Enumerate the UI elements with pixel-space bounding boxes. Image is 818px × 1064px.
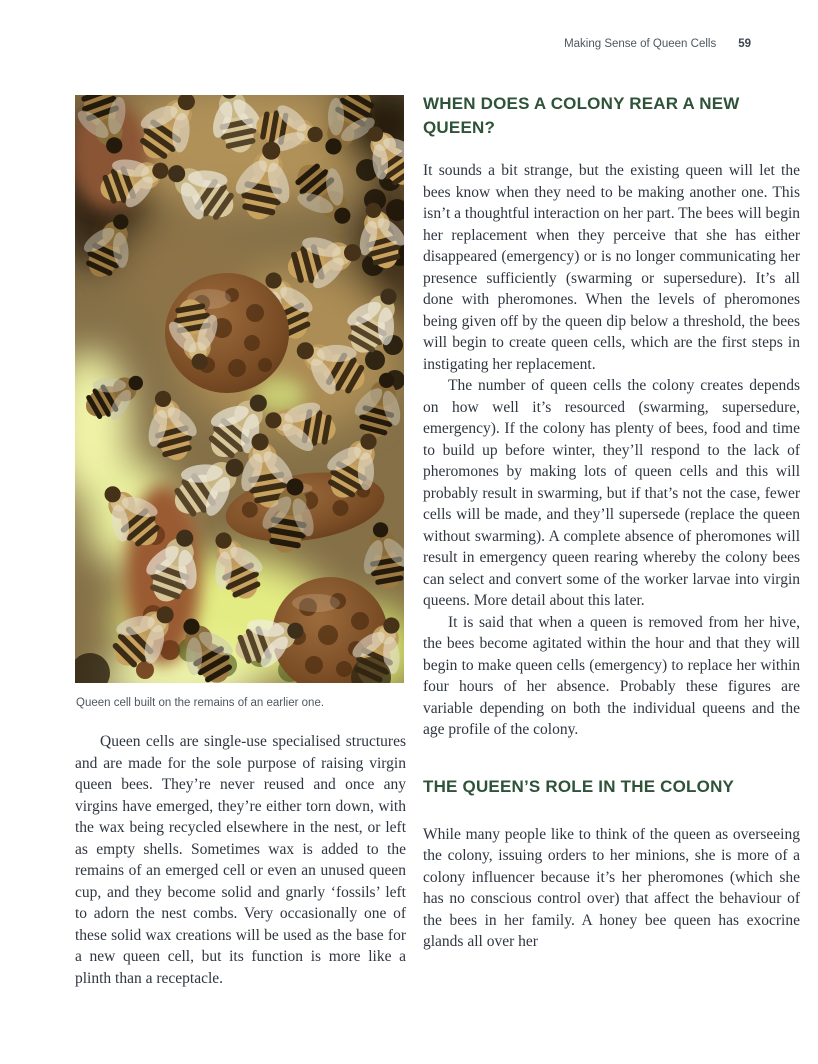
page-number: 59	[738, 38, 751, 50]
body-paragraph: It sounds a bit strange, but the existing queen will let the bees know when they need to be making another one. This isn’t a thoughtful interaction on her part. The bees will begin her replacement when they perceive that she has either disappeared (emergency) or is no longer communicating her presence sufficiently (swarming or supersedure). It’s all done with pheromones. When the levels of pheromones being given off by the queen dip below a threshold, the bees will begin to create queen cells, which are the first steps in instigating her replacement.	[423, 162, 800, 373]
section-heading-queens-role: THE QUEEN’S ROLE IN THE COLONY	[423, 776, 735, 796]
running-header	[564, 38, 751, 50]
bee-colony-photo-art	[75, 95, 404, 683]
photo-caption: Queen cell built on the remains of an earlier one.	[76, 697, 325, 709]
section-heading-when-does-a-colony-rear: WHEN DOES A COLONY REAR A NEW QUEEN?	[423, 94, 740, 137]
body-paragraph: Queen cells are single-use specialised structures and are made for the sole purpose of raising virgin queen bees. They’re never reused and once any virgins have emerged, they’re either torn down, with the wax being recycled elsewhere in the nest, or left as empty shells. Sometimes wax is added to the remains of an emerged cell or even an unused queen cup, and they become solid and gnarly ‘fossils’ left to adorn the nest combs. Very occasionally one of these solid wax creations will be used as the base for a new queen cell, but its function is more like a plinth than a receptacle.	[75, 733, 406, 987]
running-title: Making Sense of Queen Cells	[564, 38, 717, 50]
body-paragraph: The number of queen cells the colony creates depends on how well it’s resourced (swarming, supersedure, emergency). If the colony has plenty of bees, food and time to build up before winter, they’ll respond to the lack of pheromones by making lots of queen cells and this will probably result in swarming, but if that’s not the case, fewer cells will be made, and they’ll supersede (replace the queen without swarming). A complete absence of pheromones will result in emergency queen rearing whereby the colony bees can select and convert some of the worker larvae into virgin queens. More detail about this later.	[423, 377, 800, 609]
body-paragraph: It is said that when a queen is removed from her hive, the bees become agitated within the hour and that they will begin to make queen cells (emergency) to replace her within four hours of her absence. Probably these figures are variable depending on both the individual queens and the age profile of the colony.	[423, 613, 800, 738]
left-column	[75, 731, 406, 989]
body-paragraph: While many people like to think of the queen as overseeing the colony, issuing orders to her minions, she is more of a colony influencer because it’s her pheromones (which she has no conscious control over) that affect the behaviour of the bees in her family. A honey bee queen has exocrine glands all over her	[423, 825, 800, 950]
bee-colony-photo	[75, 95, 404, 683]
right-column	[423, 92, 800, 953]
